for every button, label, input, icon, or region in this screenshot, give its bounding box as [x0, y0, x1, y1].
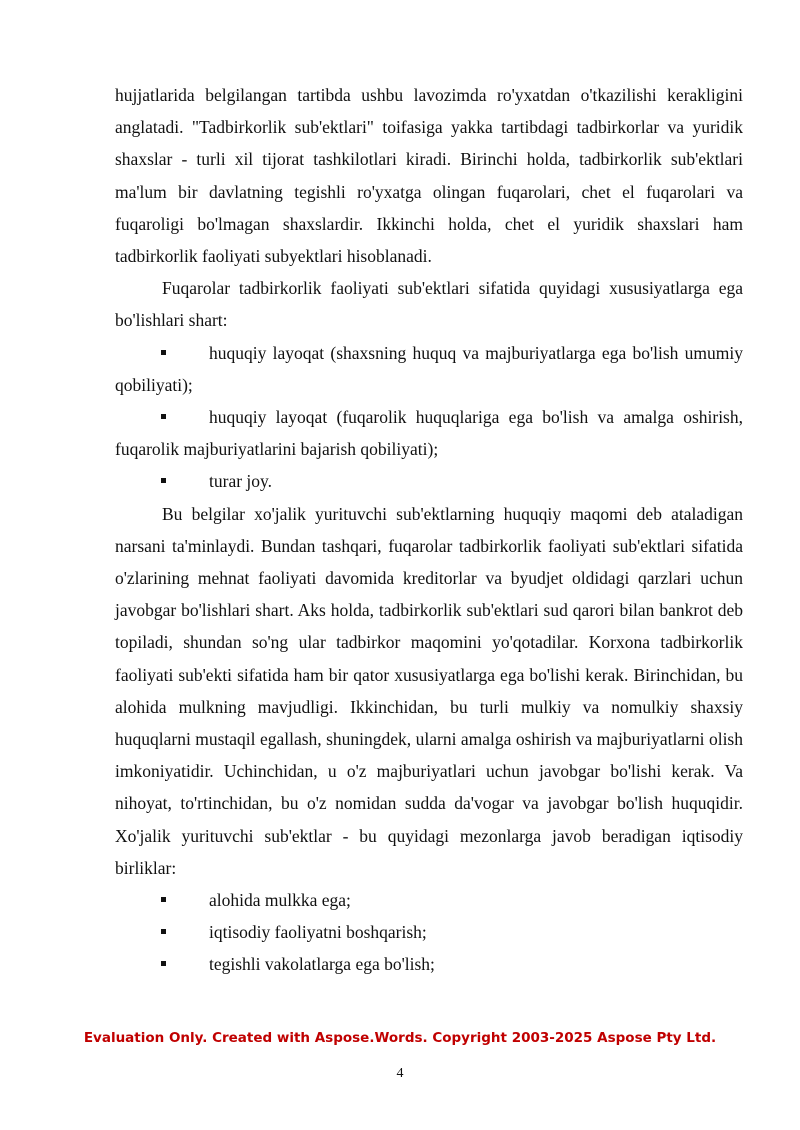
bullet-text: huquqiy layoqat (fuqarolik huquqlariga ega bo'lish va amalga oshirish, fuqarolik majburiyatlarini bajarish qobiliyati); — [115, 407, 743, 460]
bullet-text: alohida mulkka ega; — [209, 890, 351, 911]
bullet-text: iqtisodiy faoliyatni boshqarish; — [209, 922, 427, 943]
evaluation-watermark: Evaluation Only. Created with Aspose.Words. Copyright 2003-2025 Aspose Pty Ltd. — [83, 1030, 717, 1046]
bullet-item — [115, 337, 743, 401]
paragraph: Fuqarolar tadbirkorlik faoliyati sub'ektlari sifatida quyidagi xususiyatlarga ega bo'lishlari shart: — [115, 278, 743, 331]
bullet-text: tegishli vakolatlarga ega bo'lish; — [209, 954, 435, 975]
bullet-item — [115, 401, 743, 465]
bullet-icon — [161, 897, 166, 902]
bullet-icon — [161, 961, 166, 966]
bullet-item — [115, 948, 743, 980]
paragraph: Bu belgilar xo'jalik yurituvchi sub'ektlarning huquqiy maqomi deb ataladigan narsani ta'minlaydi. Bundan tashqari, fuqarolar tadbirkorlik faoliyati sub'ektlari sifatida o'zlarining mehnat faoliyati davomida kreditorlar va byudjet oldidagi qarzlari uchun javobgar bo'lishlari shart. Aks holda, tadbirkorlik sub'ektlari sud qarori bilan bankrot deb topiladi, shundan so'ng ular tadbirkor maqomini yo'qotadilar. Korxona tadbirkorlik faoliyati sub'ekti sifatida ham bir qator xususiyatlarga ega bo'lishi kerak. Birinchidan, bu alohida mulkning mavjudligi. Ikkinchidan, bu turli mulkiy va nomulkiy shaxsiy huquqlarni mustaqil egallash, shuningdek, ularni amalga oshirish va majburiyatlarni olish imkoniyatidir. Uchinchidan, u o'z majburiyatlari uchun javobgar bo'lishi kerak. Va nihoyat, to'rtinchidan, bu o'z nomidan sudda da'vogar va javobgar bo'lish huquqidir. Xo'jalik yurituvchi sub'ektlar - bu quyidagi mezonlarga javob beradigan iqtisodiy birliklar: — [115, 503, 743, 878]
bullet-icon — [161, 929, 166, 934]
bullet-text: huquqiy layoqat (shaxsning huquq va majburiyatlarga ega bo'lish umumiy qobiliyati); — [115, 342, 743, 395]
paragraph: hujjatlarida belgilangan tartibda ushbu lavozimda ro'yxatdan o'tkazilishi kerakligini anglatadi. "Tadbirkorlik sub'ektlari" toifasiga yakka tartibdagi tadbirkorlar va yuridik shaxslar - turli xil tijorat tashkilotlari kiradi. Birinchi holda, tadbirkorlik sub'ektlari ma'lum bir davlatning tegishli ro'yxatga olingan fuqarolari, chet el fuqarolari va fuqaroligi bo'lmagan shaxslardir. Ikkinchi holda, chet el yuridik shaxslari ham tadbirkorlik faoliyati subyektlari hisoblanadi. — [115, 85, 743, 267]
bullet-text: turar joy. — [209, 471, 273, 492]
bullet-icon — [161, 478, 166, 483]
body-text — [115, 79, 743, 981]
bullet-item — [115, 465, 743, 497]
bullet-icon — [161, 414, 166, 419]
bullet-item — [115, 884, 743, 916]
bullet-icon — [161, 350, 166, 355]
bullet-item — [115, 916, 743, 948]
page-number: 4 — [396, 1066, 404, 1081]
